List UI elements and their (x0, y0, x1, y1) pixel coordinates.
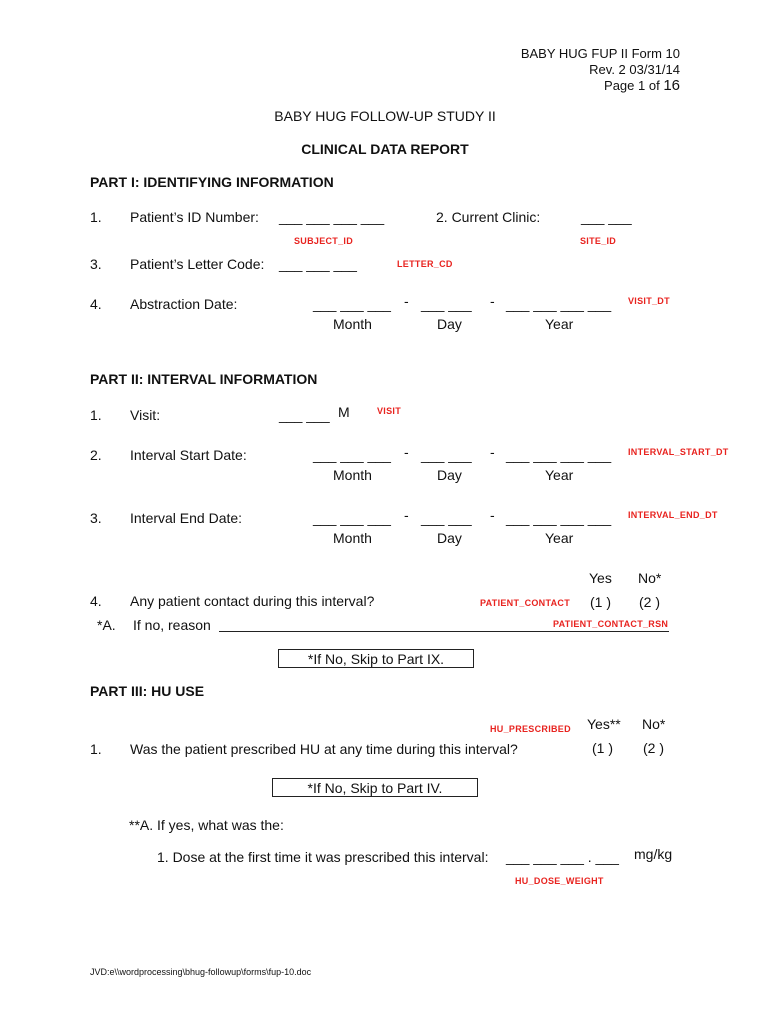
skip-to-part-iv-note: *If No, Skip to Part IV. (272, 778, 478, 797)
form-id: BABY HUG FUP II Form 10 (520, 46, 680, 61)
subject-id-code: SUBJECT_ID (294, 236, 354, 246)
date-dash: - (404, 444, 409, 460)
date-dash: - (490, 293, 495, 309)
no-reason-label: If no, reason (133, 617, 211, 633)
part1-heading: PART I: IDENTIFYING INFORMATION (90, 174, 334, 190)
letter-code-label: Patient’s Letter Code: (130, 256, 265, 272)
date-dash: - (490, 444, 495, 460)
date-dash: - (490, 507, 495, 523)
p2-qa-number: *A. (97, 617, 116, 633)
revision: Rev. 2 03/31/14 (589, 62, 680, 77)
p2-q2-number: 2. (90, 447, 102, 463)
date-dash: - (404, 293, 409, 309)
hu-prescribed-label: Was the patient prescribed HU at any time during this interval? (130, 741, 518, 757)
year-label: Year (545, 530, 574, 546)
part2-heading: PART II: INTERVAL INFORMATION (90, 371, 318, 387)
day-label: Day (437, 316, 462, 332)
interval-start-code: INTERVAL_START_DT (628, 447, 729, 457)
visit-label: Visit: (130, 407, 161, 423)
abstraction-month-field[interactable]: ___ ___ ___ (313, 296, 391, 312)
visit-field[interactable]: ___ ___ M (279, 404, 350, 423)
no-header: No* (642, 716, 666, 732)
part3-heading: PART III: HU USE (90, 683, 205, 699)
study-title: BABY HUG FOLLOW-UP STUDY II (274, 108, 496, 124)
yes-header: Yes (589, 570, 612, 586)
patient-contact-rsn-code: PATIENT_CONTACT_RSN (553, 619, 669, 629)
no-header: No* (638, 570, 662, 586)
end-year-field[interactable]: ___ ___ ___ ___ (506, 510, 612, 526)
patient-contact-code: PATIENT_CONTACT (480, 598, 570, 608)
p2-q1-number: 1. (90, 407, 102, 423)
current-clinic-field[interactable]: ___ ___ (581, 209, 632, 225)
end-day-field[interactable]: ___ ___ (421, 510, 472, 526)
page-number: Page 1 of 16 (604, 77, 680, 94)
hu-no-option[interactable]: (2 ) (643, 740, 664, 756)
contact-yes-option[interactable]: (1 ) (590, 594, 611, 610)
interval-start-label: Interval Start Date: (130, 447, 247, 463)
if-yes-label: **A. If yes, what was the: (129, 817, 284, 833)
p1-q4-number: 4. (90, 296, 102, 312)
start-day-field[interactable]: ___ ___ (421, 447, 472, 463)
contact-no-option[interactable]: (2 ) (639, 594, 660, 610)
month-label: Month (333, 467, 372, 483)
patient-id-label: Patient’s ID Number: (130, 209, 259, 225)
p3-q1-number: 1. (90, 741, 102, 757)
letter-code-field[interactable]: ___ ___ ___ (279, 256, 357, 272)
hu-prescribed-code: HU_PRESCRIBED (490, 724, 571, 734)
file-path-footer: JVD:e\\wordprocessing\bhug-followup\forms\fup-10.doc (90, 967, 312, 977)
visit-code: VISIT (377, 406, 402, 416)
abstraction-date-label: Abstraction Date: (130, 296, 238, 312)
interval-end-code: INTERVAL_END_DT (628, 510, 718, 520)
patient-contact-label: Any patient contact during this interval? (130, 593, 375, 609)
year-label: Year (545, 316, 574, 332)
yes-header: Yes** (587, 716, 621, 732)
month-label: Month (333, 316, 372, 332)
date-dash: - (404, 507, 409, 523)
abstraction-year-field[interactable]: ___ ___ ___ ___ (506, 296, 612, 312)
abstraction-day-field[interactable]: ___ ___ (421, 296, 472, 312)
current-clinic-label: 2. Current Clinic: (436, 209, 541, 225)
no-reason-field[interactable] (219, 631, 669, 632)
letter-cd-code: LETTER_CD (397, 259, 453, 269)
p2-q4-number: 4. (90, 593, 102, 609)
interval-end-label: Interval End Date: (130, 510, 243, 526)
start-month-field[interactable]: ___ ___ ___ (313, 447, 391, 463)
month-label: Month (333, 530, 372, 546)
dose-field[interactable]: ___ ___ ___ . ___ (506, 849, 619, 865)
skip-to-part-ix-note: *If No, Skip to Part IX. (278, 649, 474, 668)
visit-prefilled-value: M (338, 404, 350, 420)
hu-dose-weight-code: HU_DOSE_WEIGHT (515, 876, 604, 886)
dose-label: 1. Dose at the first time it was prescribed this interval: (157, 849, 489, 865)
day-label: Day (437, 530, 462, 546)
end-month-field[interactable]: ___ ___ ___ (313, 510, 391, 526)
p1-q1-number: 1. (90, 209, 102, 225)
p1-q3-number: 3. (90, 256, 102, 272)
dose-unit: mg/kg (634, 846, 673, 862)
year-label: Year (545, 467, 574, 483)
report-title: CLINICAL DATA REPORT (301, 141, 469, 157)
visit-dt-code: VISIT_DT (628, 296, 670, 306)
patient-id-field[interactable]: ___ ___ ___ ___ (279, 209, 385, 225)
day-label: Day (437, 467, 462, 483)
start-year-field[interactable]: ___ ___ ___ ___ (506, 447, 612, 463)
hu-yes-option[interactable]: (1 ) (592, 740, 613, 756)
site-id-code: SITE_ID (580, 236, 617, 246)
p2-q3-number: 3. (90, 510, 102, 526)
